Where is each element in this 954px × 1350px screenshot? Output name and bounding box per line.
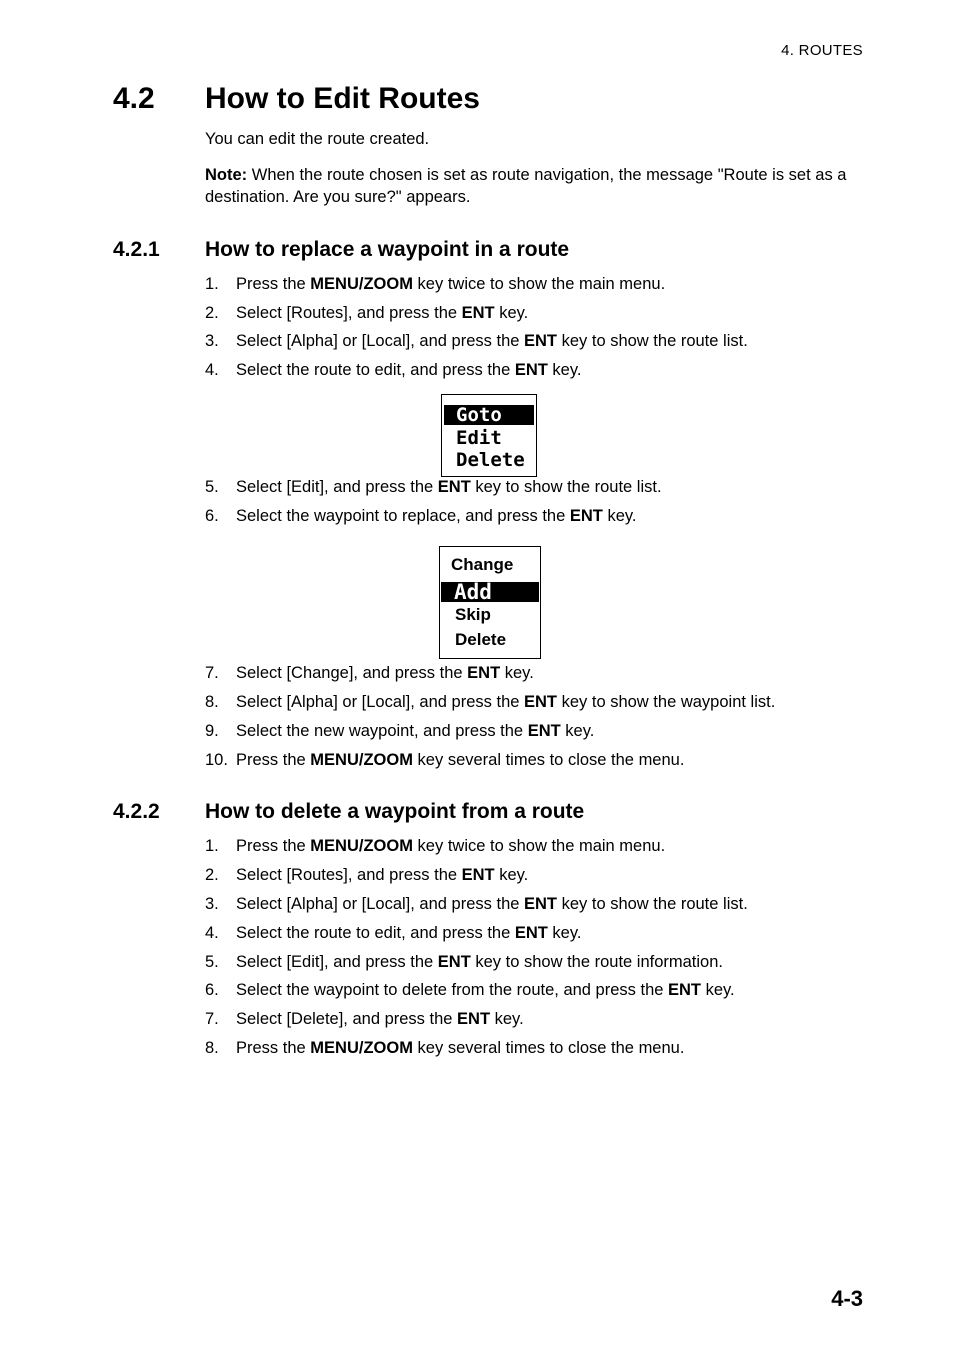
- step-text: [236, 273, 665, 295]
- step-key-name: ENT: [514, 361, 548, 379]
- step-text-post: key to show the route list.: [470, 478, 662, 496]
- step-number: 4.: [205, 361, 219, 379]
- step-text-pre: Select [Alpha] or [Local], and press the: [236, 895, 525, 913]
- step-text-pre: Select [Alpha] or [Local], and press the: [236, 693, 525, 711]
- menu-item-skip[interactable]: Skip: [455, 605, 491, 624]
- step-number: 9.: [205, 722, 219, 740]
- step-number: 2.: [205, 304, 219, 322]
- step-number: 7.: [205, 1010, 219, 1028]
- step-text: [236, 505, 637, 527]
- step-key-name: ENT: [461, 866, 495, 884]
- step-text-pre: Select [Change], and press the: [236, 664, 468, 682]
- step-text: [236, 662, 534, 684]
- step-text-pre: Press the: [236, 837, 311, 855]
- step-text-post: key to show the waypoint list.: [557, 693, 776, 711]
- running-header: 4. ROUTES: [781, 42, 863, 59]
- note-text: When the route chosen is set as route navigation, the message "Route is set as a destination. Are you sure?" appears.: [205, 166, 847, 206]
- step-text: [236, 979, 735, 1001]
- step-number: 5.: [205, 478, 219, 496]
- step-text-post: key.: [500, 664, 534, 682]
- route-menu-screen: [441, 394, 537, 477]
- step-text-post: key to show the route list.: [557, 895, 748, 913]
- step-text-post: key.: [560, 722, 595, 740]
- step-text-pre: Press the: [236, 1039, 311, 1057]
- step-number: 8.: [205, 693, 219, 711]
- step-number: 3.: [205, 332, 219, 350]
- step-number: 6.: [205, 981, 219, 999]
- step-text-pre: Select the route to edit, and press the: [236, 361, 515, 379]
- step-key-name: ENT: [461, 304, 495, 322]
- subsection-number: 4.2.1: [113, 238, 160, 261]
- menu-item-change[interactable]: Change: [451, 555, 514, 574]
- subsection-title: How to delete a waypoint from a route: [205, 800, 585, 823]
- step-text: [236, 1037, 684, 1059]
- step-text-pre: Select [Edit], and press the: [236, 953, 438, 971]
- menu-item-add[interactable]: Add: [441, 582, 539, 602]
- step-number: 7.: [205, 664, 219, 682]
- step-text-pre: Select the waypoint to delete from the route, and press the: [236, 981, 669, 999]
- step-number: 1.: [205, 275, 219, 293]
- step-key-name: ENT: [457, 1010, 491, 1028]
- step-key-name: ENT: [467, 664, 501, 682]
- step-number: 8.: [205, 1039, 219, 1057]
- step-text: [236, 922, 581, 944]
- step-key-name: ENT: [668, 981, 702, 999]
- page-number: 4-3: [831, 1286, 863, 1311]
- step-text-post: key several times to close the menu.: [412, 1039, 685, 1057]
- step-key-name: ENT: [524, 693, 558, 711]
- step-text-pre: Select the waypoint to replace, and press the: [236, 507, 570, 525]
- menu-item-delete[interactable]: Delete: [456, 449, 525, 471]
- menu-item-edit[interactable]: Edit: [456, 427, 502, 449]
- step-text-pre: Select [Routes], and press the: [236, 866, 462, 884]
- step-text-pre: Press the: [236, 275, 311, 293]
- step-text-pre: Select the new waypoint, and press the: [236, 722, 528, 740]
- step-text: [236, 835, 665, 857]
- step-text: [236, 893, 748, 915]
- step-text: [236, 951, 723, 973]
- step-number: 1.: [205, 837, 219, 855]
- step-text-post: key to show the route list.: [557, 332, 748, 350]
- menu-item-goto[interactable]: Goto: [444, 405, 534, 425]
- step-text: [236, 359, 581, 381]
- step-text-post: key twice to show the main menu.: [412, 837, 666, 855]
- step-number: 4.: [205, 924, 219, 942]
- step-text: [236, 476, 662, 498]
- note-paragraph: [205, 164, 865, 208]
- menu-item-delete[interactable]: Delete: [455, 630, 507, 649]
- subsection-number: 4.2.2: [113, 800, 160, 823]
- step-number: 10.: [205, 751, 228, 769]
- step-text-pre: Select [Routes], and press the: [236, 304, 462, 322]
- step-text: [236, 1008, 524, 1030]
- step-number: 5.: [205, 953, 219, 971]
- step-text-pre: Select the route to edit, and press the: [236, 924, 515, 942]
- step-text-post: key several times to close the menu.: [412, 751, 685, 769]
- step-key-name: ENT: [524, 895, 558, 913]
- step-number: 2.: [205, 866, 219, 884]
- section-number: 4.2: [113, 82, 155, 115]
- step-text-post: key.: [547, 361, 582, 379]
- intro-paragraph: You can edit the route created.: [205, 130, 430, 148]
- step-key-name: MENU/ZOOM: [310, 837, 413, 855]
- step-text-post: key.: [602, 507, 637, 525]
- step-text-pre: Select [Alpha] or [Local], and press the: [236, 332, 525, 350]
- step-key-name: MENU/ZOOM: [310, 751, 413, 769]
- note-label: Note:: [205, 166, 248, 184]
- step-number: 3.: [205, 895, 219, 913]
- step-text: [236, 864, 528, 886]
- step-key-name: MENU/ZOOM: [310, 1039, 413, 1057]
- step-key-name: ENT: [514, 924, 548, 942]
- subsection-title: How to replace a waypoint in a route: [205, 238, 570, 261]
- step-key-name: ENT: [527, 722, 561, 740]
- step-text: [236, 720, 594, 742]
- step-text-pre: Press the: [236, 751, 311, 769]
- step-text: [236, 330, 748, 352]
- waypoint-menu-screen: [439, 546, 541, 659]
- step-text-post: key to show the route information.: [470, 953, 723, 971]
- page-title: How to Edit Routes: [205, 82, 480, 115]
- step-text-pre: Select [Delete], and press the: [236, 1010, 458, 1028]
- step-text: [236, 749, 684, 771]
- step-key-name: ENT: [437, 953, 471, 971]
- step-key-name: MENU/ZOOM: [310, 275, 413, 293]
- step-text-post: key twice to show the main menu.: [412, 275, 666, 293]
- step-key-name: ENT: [524, 332, 558, 350]
- step-text-post: key.: [494, 304, 529, 322]
- step-text-post: key.: [490, 1010, 524, 1028]
- step-text-post: key.: [701, 981, 735, 999]
- step-key-name: ENT: [437, 478, 471, 496]
- step-text-post: key.: [494, 866, 529, 884]
- step-text-pre: Select [Edit], and press the: [236, 478, 438, 496]
- step-number: 6.: [205, 507, 219, 525]
- step-text-post: key.: [547, 924, 582, 942]
- step-key-name: ENT: [569, 507, 603, 525]
- step-text: [236, 302, 528, 324]
- step-text: [236, 691, 775, 713]
